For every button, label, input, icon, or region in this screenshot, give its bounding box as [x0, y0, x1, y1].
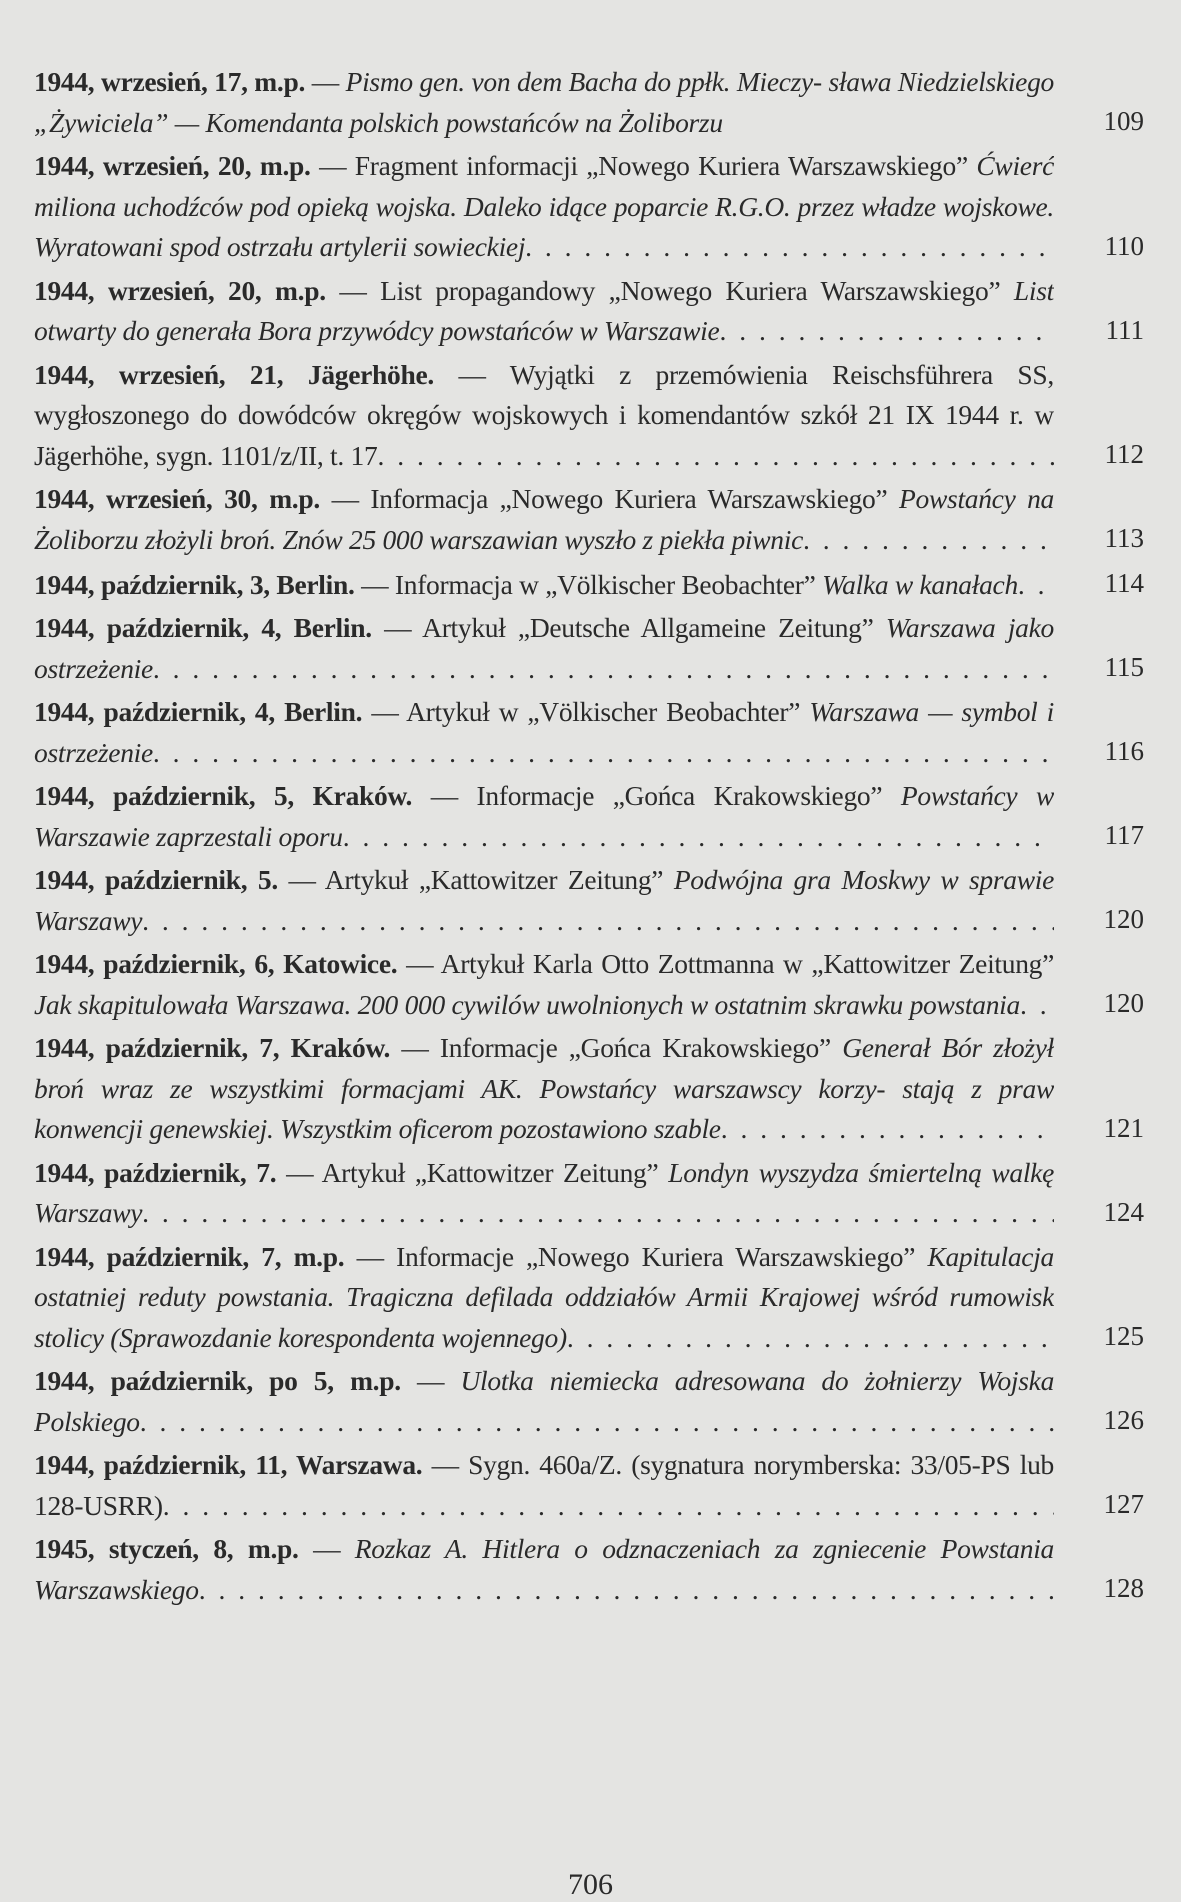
entry-date: 1944, październik, 5, Kraków. [34, 780, 413, 811]
toc-entry [34, 692, 1144, 773]
entry-page-number: 124 [1103, 1196, 1144, 1227]
entry-title: Warszawa — symbol i ostrzeżenie [34, 696, 1054, 768]
entry-description: — Informacje „Nowego Kuriera Warszawskiego” [344, 1240, 928, 1272]
entry-title: Londyn wyszydza śmiertelną walkę Warszawy [34, 1156, 1054, 1228]
entry-title: Warszawa jako ostrzeżenie [34, 612, 1054, 684]
entry-title: Powstańcy w Warszawie zaprzestali oporu [34, 780, 1054, 852]
entry-text [34, 776, 1054, 857]
toc-entry [34, 271, 1144, 352]
entry-description: — Artykuł „Kattowitzer Zeitung” [276, 1156, 669, 1188]
entry-date: 1945, styczeń, 8, m.p. [34, 1533, 299, 1564]
toc-entry [34, 146, 1144, 268]
entry-description: — List propagandowy „Nowego Kuriera Warszawskiego” [325, 274, 1014, 306]
entry-description: — Artykuł Karla Otto Zottmanna w „Kattowitzer Zeitung” [397, 948, 1054, 979]
entry-date: 1944, październik, 4, Berlin. [34, 612, 372, 643]
table-of-contents [34, 62, 1144, 1613]
entry-date: 1944, październik, 7, Kraków. [34, 1032, 391, 1063]
entry-text [34, 271, 1054, 352]
entry-page-number: 117 [1104, 820, 1144, 850]
entry-title: Generał Bór złożył broń wraz ze wszystkimi formacjami AK. Powstańcy warszawscy korzy- stają z praw konwencji genewskiej. Wszystkim oficerom pozostawiono szable [34, 1032, 1054, 1144]
entry-date: 1944, październik, 5. [34, 864, 278, 895]
entry-description: — Sygn. 460a/Z. (sygnatura norymberska: 33/05-PS lub 128-USRR) [34, 1449, 1054, 1521]
entry-page-number: 121 [1103, 1112, 1144, 1143]
entry-page-number: 112 [1104, 439, 1144, 469]
entry-date: 1944, październik, po 5, m.p. [34, 1365, 401, 1396]
entry-description: — Artykuł w „Völkischer Beobachter” [362, 696, 810, 727]
entry-title: Powstańcy na Żoliborzu złożyli broń. Znów 25 000 warszawian wyszło z piekła piwnic [34, 483, 1054, 555]
toc-entry [34, 860, 1144, 941]
entry-text [34, 1361, 1054, 1442]
entry-description: — Artykuł „Deutsche Allgameine Zeitung” [371, 612, 886, 643]
toc-entry [34, 1153, 1144, 1234]
entry-title: Kapitulacja ostatniej reduty powstania. Tragiczna defilada oddziałów Armii Krajowej wśród rumowisk stolicy (Sprawozdanie korespondenta wojennego) [34, 1240, 1054, 1353]
entry-text [34, 1237, 1054, 1359]
entry-description: — Informacje „Gońca Krakowskiego” [412, 780, 901, 811]
entry-date: 1944, wrzesień, 20, m.p. [34, 274, 326, 306]
toc-entry [34, 776, 1144, 857]
entry-date: 1944, wrzesień, 30, m.p. [34, 483, 320, 514]
toc-entry [34, 355, 1144, 477]
entry-date: 1944, wrzesień, 21, Jägerhöhe. [34, 358, 434, 390]
entry-page-number: 128 [1103, 1573, 1144, 1603]
entry-date: 1944, wrzesień, 17, m.p. [34, 66, 306, 97]
entry-text [34, 1028, 1054, 1150]
entry-page-number: 116 [1104, 736, 1144, 766]
entry-title: Ulotka niemiecka adresowana do żołnierzy Wojska Polskiego [34, 1365, 1054, 1437]
toc-entry [34, 944, 1144, 1025]
entry-date: 1944, październik, 3, Berlin. [34, 568, 355, 600]
entry-text [34, 692, 1054, 773]
entry-text [34, 1529, 1054, 1610]
entry-description: — Informacja w „Völkischer Beobachter” [354, 568, 823, 600]
entry-text [34, 944, 1054, 1025]
entry-date: 1944, październik, 6, Katowice. [34, 948, 398, 979]
entry-page-number: 125 [1103, 1321, 1144, 1351]
entry-page-number: 109 [1103, 106, 1144, 136]
entry-description: — [298, 1533, 355, 1564]
entry-text [34, 479, 1054, 560]
entry-page-number: 127 [1103, 1489, 1144, 1519]
entry-text [34, 860, 1054, 941]
page-number: 706 [568, 1868, 613, 1901]
entry-date: 1944, październik, 4, Berlin. [34, 696, 363, 727]
entry-date: 1944, październik, 11, Warszawa. [34, 1449, 423, 1480]
entry-description: — Informacja „Nowego Kuriera Warszawskiego” [319, 483, 900, 514]
entry-description: — [400, 1365, 461, 1396]
entry-title: Ćwierć miliona uchodźców pod opieką wojska. Daleko idące poparcie R.G.O. przez władze wojskowe. Wyratowani spod ostrzału artylerii sowieckiej [34, 150, 1054, 262]
entry-title: Jak skapitulowała Warszawa. 200 000 cywilów uwolnionych w ostatnim skrawku powstania [34, 988, 1020, 1020]
entry-text [34, 608, 1054, 689]
entry-date: 1944, październik, 7, m.p. [34, 1240, 345, 1272]
entry-page-number: 113 [1104, 523, 1144, 553]
entry-description: — Informacje „Gońca Krakowskiego” [390, 1032, 843, 1063]
toc-entry [34, 1361, 1144, 1442]
entry-date: 1944, wrzesień, 20, m.p. [34, 150, 311, 181]
entry-text [34, 146, 1054, 268]
toc-entry [34, 479, 1144, 560]
entry-text [34, 565, 1054, 606]
toc-entry [34, 608, 1144, 689]
entry-page-number: 120 [1103, 988, 1144, 1018]
entry-title: Walka w kanałach [822, 568, 1018, 600]
entry-description: — Artykuł „Kattowitzer Zeitung” [277, 864, 674, 895]
entry-text [34, 1153, 1054, 1234]
toc-entry [34, 1237, 1144, 1359]
entry-title: List otwarty do generała Bora przywódcy powstańców w Warszawie [34, 274, 1054, 346]
entry-page-number: 111 [1105, 314, 1144, 345]
entry-text [34, 62, 1054, 143]
entry-text [34, 1445, 1054, 1526]
toc-entry [34, 1028, 1144, 1150]
entry-title: Rozkaz A. Hitlera o odznaczeniach za zgniecenie Powstania Warszawskiego [34, 1533, 1054, 1605]
toc-entry [34, 1445, 1144, 1526]
toc-entry [34, 62, 1144, 143]
toc-entry [34, 563, 1144, 605]
toc-entry [34, 1529, 1144, 1610]
entry-description: — Fragment informacji „Nowego Kuriera Warszawskiego” [310, 150, 977, 181]
entry-description: — Wyjątki z przemówienia Reischsführera SS, wygłoszonego do dowódców okręgów wojskowych i komendantów szkół 21 IX 1944 r. w Jägerhöhe, sygn. 1101/z/II, t. 17 [34, 358, 1054, 471]
entry-date: 1944, październik, 7. [34, 1156, 277, 1188]
entry-page-number: 126 [1103, 1405, 1144, 1435]
entry-page-number: 110 [1104, 230, 1144, 261]
entry-title: Pismo gen. von dem Bacha do ppłk. Mieczy- sława Niedzielskiego „Żywiciela” — Komendanta polskich powstańców na Żoliborzu [34, 66, 1054, 138]
entry-page-number: 115 [1104, 652, 1144, 682]
entry-title: Podwójna gra Moskwy w sprawie Warszawy [34, 864, 1054, 936]
entry-page-number: 114 [1104, 568, 1144, 598]
entry-text [34, 355, 1054, 477]
entry-description: — [305, 66, 346, 97]
entry-page-number: 120 [1103, 904, 1144, 934]
